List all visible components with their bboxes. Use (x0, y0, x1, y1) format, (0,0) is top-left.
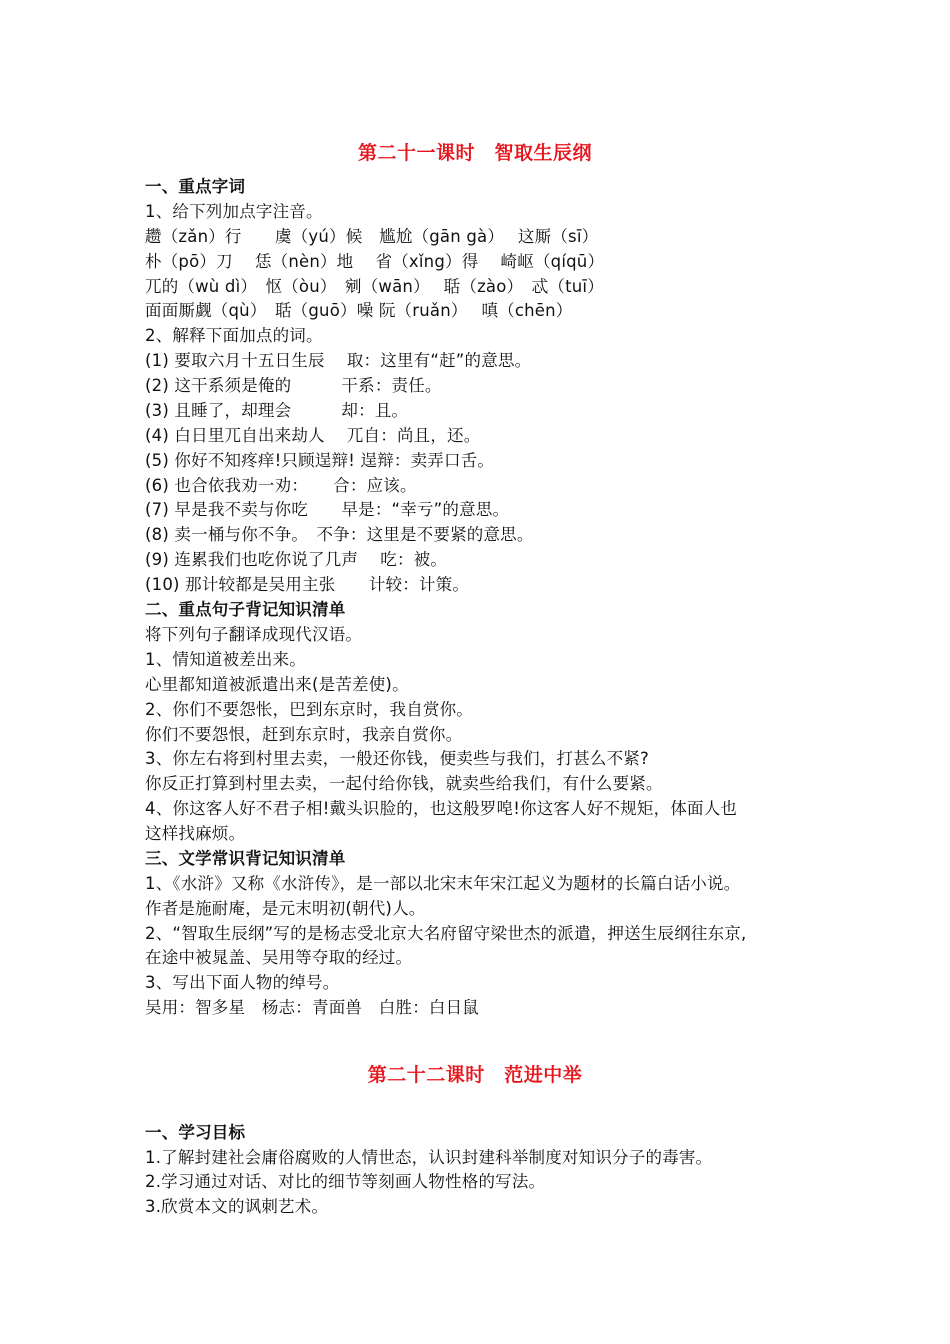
explanation-3: (3) 且睡了，却理会 却：且。 (145, 401, 409, 420)
sentence-line-5: 你们不要怨恨，赶到东京时，我亲自赏你。 (145, 725, 463, 744)
goal-line-2: 2.学习通过对话、对比的细节等刻画人物性格的写法。 (145, 1172, 546, 1191)
literature-line-4: 在途中被晁盖、吴用等夺取的经过。 (145, 948, 413, 967)
literature-line-2: 作者是施耐庵，是元末明初(朝代)人。 (145, 899, 426, 918)
sentence-line-9: 这样找麻烦。 (145, 824, 246, 843)
section-heading-key-words: 一、重点字词 (145, 177, 246, 196)
explanation-8: (8) 卖一桶与你不争。 不争：这里是不要紧的意思。 (145, 525, 534, 544)
sentence-line-8: 4、你这客人好不君子相!戴头识脸的，也这般罗唣!你这客人好不规矩，体面人也 (145, 799, 738, 818)
pinyin-row-3: 兀的（wù dì） 怄（òu） 剜（wān） 聒（zào） 忒（tuī） (145, 277, 604, 296)
section-heading-literature: 三、文学常识背记知识清单 (145, 849, 346, 868)
explanation-1: (1) 要取六月十五日生辰 取：这里有“赶”的意思。 (145, 351, 532, 370)
literature-line-6: 吴用：智多星 杨志：青面兽 白胜：白日鼠 (145, 998, 479, 1017)
literature-line-5: 3、写出下面人物的绰号。 (145, 973, 340, 992)
pinyin-row-4: 面面厮觑（qù） 聒（guō）噪 阮（ruǎn） 嗔（chēn） (145, 301, 573, 320)
pinyin-row-2: 朴（pō）刀 恁（nèn）地 省（xǐng）得 崎岖（qíqū） (145, 252, 605, 271)
explanation-2: (2) 这干系须是俺的 干系：责任。 (145, 376, 442, 395)
section-heading-key-sentences: 二、重点句子背记知识清单 (145, 600, 346, 619)
explanation-9: (9) 连累我们也吃你说了几声 吃：被。 (145, 550, 448, 569)
goal-line-3: 3.欣赏本文的讽刺艺术。 (145, 1197, 329, 1216)
explanation-4: (4) 白日里兀自出来劫人 兀自：尚且，还。 (145, 426, 481, 445)
sentence-line-6: 3、你左右将到村里去卖，一般还你钱，便卖些与我们，打甚么不紧? (145, 749, 649, 768)
literature-line-3: 2、“智取生辰纲”写的是杨志受北京大名府留守梁世杰的派遣，押送生辰纲往东京, (145, 924, 747, 943)
literature-line-1: 1、《水浒》又称《水浒传》，是一部以北宋末年宋江起义为题材的长篇白话小说。 (145, 874, 741, 893)
lesson-22-title: 第二十二课时 范进中举 (367, 1064, 583, 1086)
question-1: 1、给下列加点字注音。 (145, 202, 323, 221)
section-heading-goals: 一、学习目标 (145, 1123, 246, 1142)
sentence-line-2: 1、情知道被差出来。 (145, 650, 306, 669)
explanation-5: (5) 你好不知疼痒!只顾逞辩! 逞辩：卖弄口舌。 (145, 451, 495, 470)
sentence-line-1: 将下列句子翻译成现代汉语。 (145, 625, 363, 644)
sentence-line-3: 心里都知道被派遣出来(是苦差使)。 (145, 675, 409, 694)
sentence-line-7: 你反正打算到村里去卖，一起付给你钱，就卖些给我们，有什么要紧。 (145, 774, 663, 793)
explanation-10: (10) 那计较都是吴用主张 计较：计策。 (145, 575, 470, 594)
explanation-7: (7) 早是我不卖与你吃 早是：“幸亏”的意思。 (145, 500, 510, 519)
lesson-21-title: 第二十一课时 智取生辰纲 (357, 142, 592, 164)
goal-line-1: 1.了解封建社会庸俗腐败的人情世态，认识封建科举制度对知识分子的毒害。 (145, 1148, 713, 1167)
question-2: 2、解释下面加点的词。 (145, 326, 323, 345)
explanation-6: (6) 也合依我劝一劝： 合：应该。 (145, 476, 417, 495)
pinyin-row-1: 趱（zǎn）行 虞（yú）候 尴尬（gān gà） 这厮（sī） (145, 227, 599, 246)
sentence-line-4: 2、你们不要怨怅，巴到东京时，我自赏你。 (145, 700, 473, 719)
